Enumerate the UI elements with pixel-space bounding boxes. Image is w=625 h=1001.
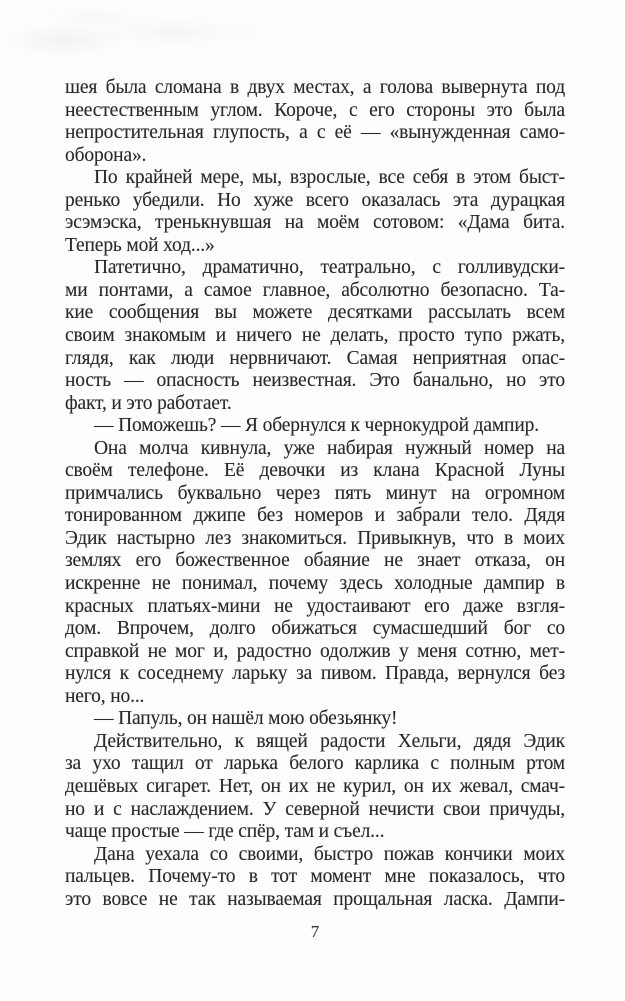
text-line: глядя, как люди нервничают. Самая неприятная опас- (65, 347, 565, 369)
text-line-dialogue: — Поможешь? — Я обернулся к чернокудрой дампир. (94, 415, 539, 437)
text-line: него, но... (65, 685, 145, 707)
text-line: тонированном джипе без номеров и забрали тело. Дядя (65, 505, 565, 527)
text-line: Патетично, драматично, театрально, с голливудски- (94, 257, 565, 279)
text-line: оборона». (65, 144, 147, 166)
text-line: примчались буквально через пять минут на огромном (65, 482, 565, 504)
text-line: красных платьях-мини не удостаивают его даже взгля- (65, 595, 565, 617)
text-line: ность — опасность неизвестная. Это банально, но это (65, 370, 565, 392)
page-number: 7 (310, 922, 320, 941)
text-line: шея была сломана в двух местах, а голова вывернута под (65, 77, 565, 98)
scan-smudge-artifact (5, 2, 335, 64)
text-line: Дана уехала со своими, быстро пожав кончики моих (94, 843, 565, 865)
text-line: эсэмэска, тренькнувшая на моём сотовом: «Дама бита. (65, 212, 565, 234)
text-line: непростительная глупость, а с её — «вынужденная само- (65, 122, 565, 144)
text-line: землях его божественное обаяние не знает отказа, он (65, 550, 565, 572)
text-line: ми понтами, а самое главное, абсолютно безопасно. Та- (65, 279, 565, 301)
text-line: неестественным углом. Короче, с его стороны это была (65, 99, 565, 121)
text-line: Теперь мой ход...» (65, 234, 215, 256)
text-line: Она молча кивнула, уже набирая нужный номер на (94, 437, 565, 459)
text-line: чаще простые — где спёр, там и съел... (65, 821, 385, 843)
text-line: своим знакомым и ничего не делать, просто тупо ржать, (65, 325, 565, 347)
text-line-dialogue: — Папуль, он нашёл мою обезьянку! (94, 708, 398, 730)
text-line: ренько убедили. Но хуже всего оказалась эта дурацкая (65, 189, 565, 211)
text-line: факт, и это работает. (65, 392, 232, 414)
text-line: По крайней мере, мы, взрослые, все себя в этом быст- (94, 167, 565, 189)
text-line: за ухо тащил от ларька белого карлика с полным ртом (65, 753, 565, 775)
text-line: дом. Впрочем, долго обижаться сумасшедший бог со (65, 618, 565, 640)
text-line: дешёвых сигарет. Нет, он их не курил, он их жевал, смач- (65, 775, 565, 797)
text-line: пальцев. Почему-то в тот момент мне показалось, что (65, 866, 565, 888)
text-line: своём телефоне. Её девочки из клана Красной Луны (65, 460, 565, 482)
text-line: справкой не мог и, радостно одолжив у меня сотню, мет- (65, 640, 565, 662)
text-line: это вовсе не так называемая прощальная ласка. Дампи- (65, 888, 565, 910)
text-line: искренне не понимал, почему здесь холодные дампир в (65, 573, 565, 595)
text-line: нулся к соседнему ларьку за пивом. Правда, вернулся без (65, 663, 565, 685)
text-line: Эдик настырно лез знакомиться. Привыкнув, что в моих (65, 527, 565, 549)
text-line: но и с наслаждением. У северной нечисти свои причуды, (65, 798, 565, 820)
text-line: Действительно, к вящей радости Хельги, дядя Эдик (94, 730, 565, 752)
text-column (65, 77, 565, 911)
text-line: кие сообщения вы можете десятками рассылать всем (65, 302, 565, 324)
